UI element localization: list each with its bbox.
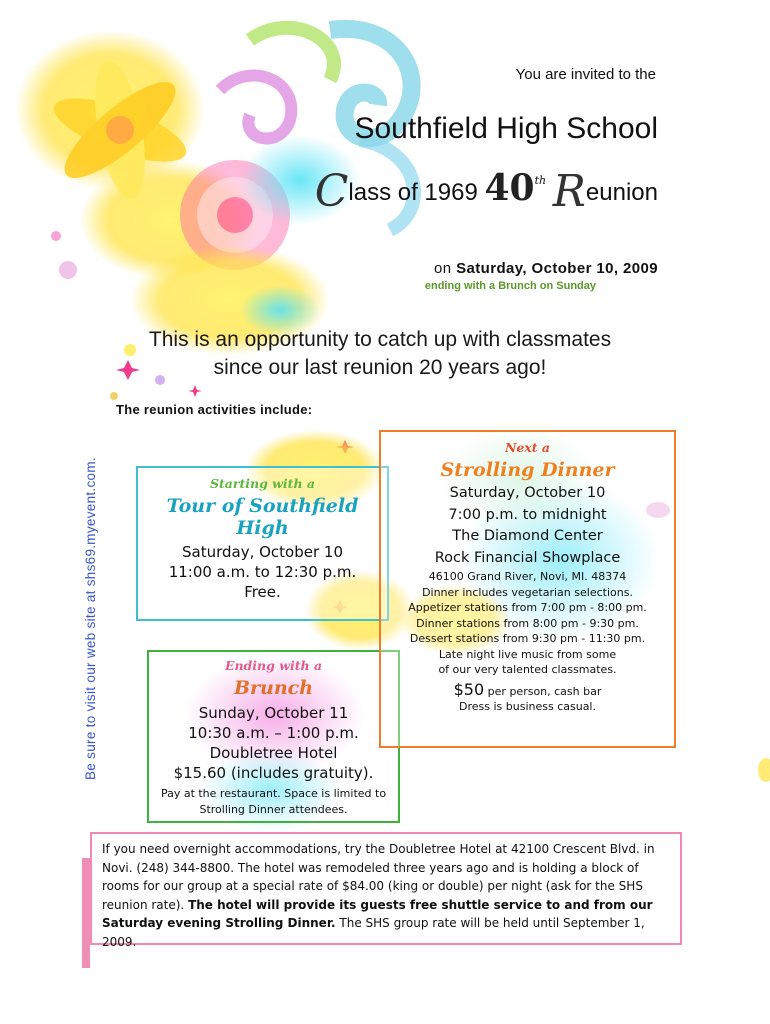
class-initial: C bbox=[314, 166, 349, 217]
tour-intro: Starting with a bbox=[209, 476, 315, 491]
anniversary-number: 40 bbox=[484, 167, 535, 209]
date-value: Saturday, October 10, 2009 bbox=[456, 260, 658, 277]
brunch-intro: Ending with a bbox=[224, 658, 323, 673]
opportunity-line-2: since our last reunion 20 years ago! bbox=[213, 356, 547, 379]
dinner-dessert-stations: Dessert stations from 9:30 pm - 11:30 pm. bbox=[409, 632, 646, 645]
anniversary-suffix: th bbox=[534, 174, 547, 187]
tour-time: 11:00 a.m. to 12:30 p.m. bbox=[168, 563, 357, 581]
tour-cost: Free. bbox=[244, 583, 281, 601]
dinner-price-line bbox=[381, 680, 674, 699]
accommodation-text: If you need overnight accommodations, try the Doubletree Hotel at 42100 Crescent Blvd. in Novi. (248) 344-8800. The hotel was remodeled three years ago and is holding a block of rooms for our group at a special rate of $84.00 (king or double) per night (ask for the SHS reunion rate). bbox=[102, 842, 655, 912]
tour-box bbox=[136, 466, 389, 621]
dinner-intro: Next a bbox=[504, 440, 551, 455]
note-shadow bbox=[82, 858, 90, 968]
dinner-dress-code: Dress is business casual. bbox=[459, 699, 596, 713]
dinner-price: $50 bbox=[453, 679, 485, 699]
group-rate-text: The SHS group rate will be held until September 1, 2009. bbox=[102, 916, 645, 949]
activities-heading: The reunion activities include: bbox=[116, 402, 313, 417]
brunch-time: 10:30 a.m. – 1:00 p.m. bbox=[188, 724, 359, 742]
dinner-appetizer-stations: Appetizer stations from 7:00 pm - 8:00 pm. bbox=[408, 601, 647, 614]
dinner-venue-2: Rock Financial Showplace bbox=[434, 549, 621, 566]
website-note: Be sure to visit our web site at shs69.myevent.com. bbox=[83, 457, 98, 780]
dinner-music-2: of our very talented classmates. bbox=[438, 663, 617, 676]
reunion-date bbox=[360, 260, 658, 277]
reunion-title bbox=[262, 166, 658, 217]
dinner-address: 46100 Grand River, Novi, MI. 48374 bbox=[428, 570, 627, 583]
tour-title: Tour of Southfield High bbox=[166, 495, 359, 539]
brunch-venue: Doubletree Hotel bbox=[209, 744, 338, 762]
brunch-price: $15.60 (includes gratuity). bbox=[173, 764, 374, 782]
dinner-venue-1: The Diamond Center bbox=[452, 528, 603, 544]
brunch-title: Brunch bbox=[233, 677, 314, 699]
brunch-note-1: Pay at the restaurant. Space is limited to bbox=[160, 787, 387, 800]
reunion-initial: R bbox=[552, 166, 586, 217]
brunch-box bbox=[147, 650, 400, 823]
dinner-music-1: Late night live music from some bbox=[438, 647, 617, 661]
date-prefix: on bbox=[434, 260, 452, 277]
opportunity-line-1: This is an opportunity to catch up with classmates bbox=[148, 328, 612, 351]
opportunity-message bbox=[100, 326, 660, 382]
brunch-note: ending with a Brunch on Sunday bbox=[424, 280, 596, 292]
school-name: Southfield High School bbox=[354, 112, 658, 145]
dinner-date: Saturday, October 10 bbox=[449, 485, 606, 501]
tour-date: Saturday, October 10 bbox=[181, 543, 343, 561]
accommodation-note bbox=[90, 832, 682, 949]
brunch-note-2: Strolling Dinner attendees. bbox=[199, 802, 348, 816]
invitation-intro: You are invited to the bbox=[515, 66, 656, 83]
shuttle-text: The hotel will provide its guests free shuttle service to and from our Saturday evening Strolling Dinner. bbox=[102, 897, 653, 930]
dinner-time: 7:00 p.m. to midnight bbox=[448, 506, 607, 523]
reunion-word: eunion bbox=[585, 179, 658, 206]
dinner-price-note: per person, cash bar bbox=[484, 684, 602, 698]
dinner-main-stations: Dinner stations from 8:00 pm - 9:30 pm. bbox=[416, 616, 639, 630]
brunch-date: Sunday, October 11 bbox=[198, 704, 349, 722]
dinner-vegetarian: Dinner includes vegetarian selections. bbox=[422, 585, 633, 599]
dinner-title: Strolling Dinner bbox=[440, 459, 615, 481]
dinner-box bbox=[379, 430, 676, 748]
class-year: lass of 1969 bbox=[348, 179, 485, 206]
